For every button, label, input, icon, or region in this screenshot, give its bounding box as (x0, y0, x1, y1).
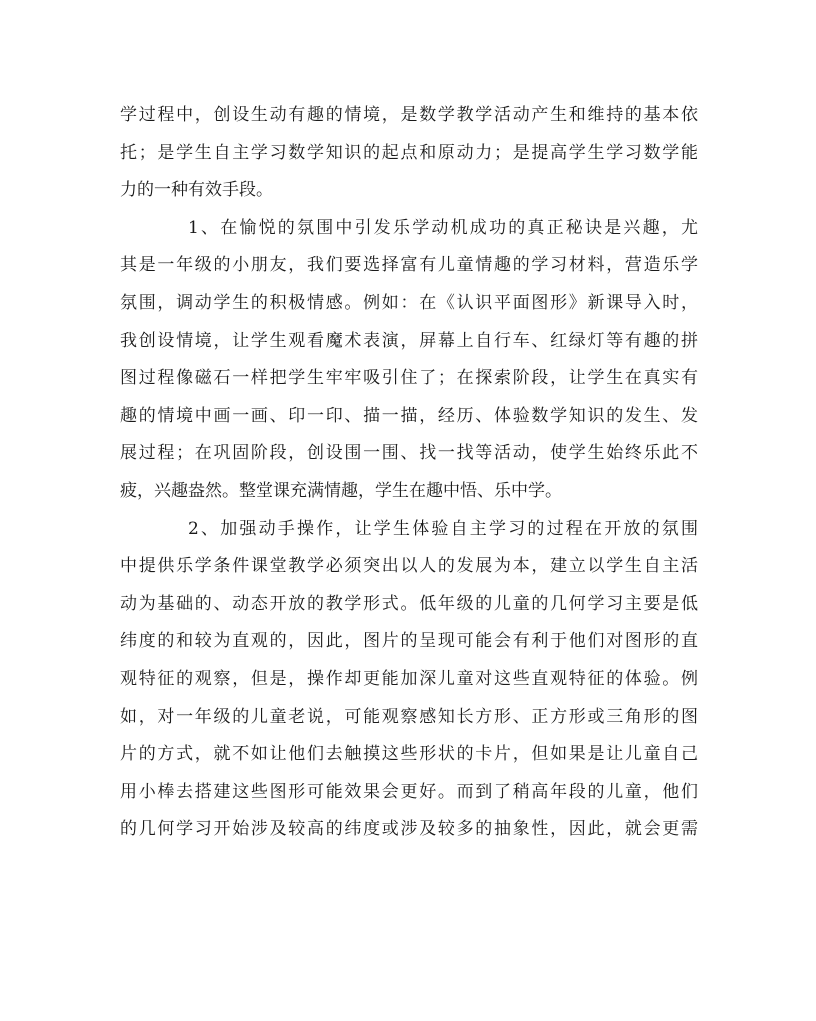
text-line: 如，对一年级的儿童老说，可能观察感知长方形、正方形或三角形的图 (120, 706, 698, 727)
text-line: 动为基础的、动态开放的教学形式。低年级的儿童的几何学习主要是低 (120, 593, 698, 614)
section-heading-line: 2、加强动手操作，让学生体验自主学习的过程在开放的氛围 (188, 518, 698, 539)
paragraph-intro (120, 97, 698, 210)
text-line: 观特征的观察，但是，操作却更能加深儿童对这些直观特征的体验。例 (120, 668, 698, 689)
text-line: 中提供乐学条件课堂教学必须突出以人的发展为本，建立以学生自主活 (120, 556, 698, 577)
section-heading-line: 1、在愉悦的氛围中引发乐学动机成功的真正秘诀是兴趣，尤 (188, 217, 698, 238)
text-line: 学过程中，创设生动有趣的情境，是数学教学活动产生和维持的基本依 (120, 105, 698, 125)
text-line: 的几何学习开始涉及较高的纬度或涉及较多的抽象性，因此，就会更需 (120, 819, 698, 840)
text-line: 力的一种有效手段。 (120, 180, 273, 201)
document-body (120, 97, 698, 849)
text-line: 氛围，调动学生的积极情感。例如：在《认识平面图形》新课导入时， (120, 292, 698, 313)
text-line: 疲，兴趣盎然。整堂课充满情趣，学生在趣中悟、乐中学。 (120, 480, 562, 501)
text-line: 其是一年级的小朋友，我们要选择富有儿童情趣的学习材料，营造乐学 (120, 255, 698, 276)
text-line: 我创设情境，让学生观看魔术表演，屏幕上自行车、红绿灯等有趣的拼 (120, 330, 698, 351)
text-line: 片的方式，就不如让他们去触摸这些形状的卡片，但如果是让儿童自己 (120, 744, 698, 765)
text-line: 托；是学生自主学习数学知识的起点和原动力；是提高学生学习数学能 (120, 142, 698, 163)
text-line: 趣的情境中画一画、印一印、描一描，经历、体验数学知识的发生、发 (120, 405, 698, 426)
text-line: 图过程像磁石一样把学生牢牢吸引住了；在探索阶段，让学生在真实有 (120, 368, 698, 389)
text-line: 用小棒去搭建这些图形可能效果会更好。而到了稍高年段的儿童，他们 (120, 781, 698, 802)
text-line: 展过程；在巩固阶段，创设围一围、找一找等活动，使学生始终乐此不 (120, 443, 698, 464)
text-line: 纬度的和较为直观的，因此，图片的呈现可能会有利于他们对图形的直 (120, 631, 698, 652)
paragraph-section-1 (120, 210, 698, 511)
paragraph-section-2 (120, 511, 698, 849)
